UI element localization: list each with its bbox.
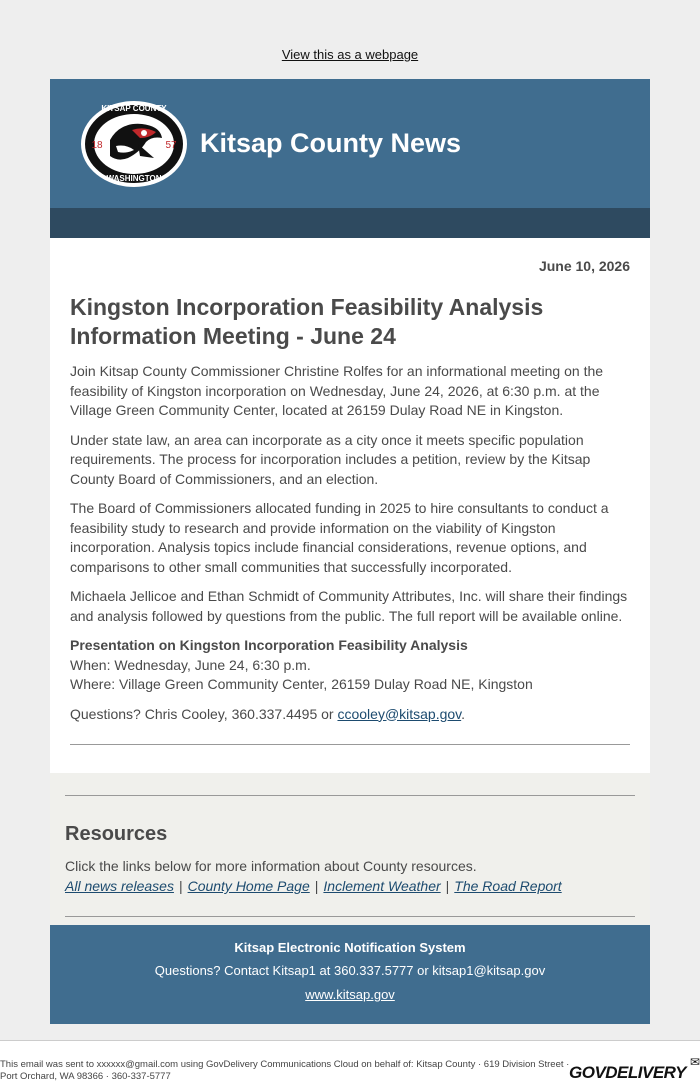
resources-bottom-divider [65,916,635,917]
article-divider [70,744,630,745]
svg-text:WASHINGTON: WASHINGTON [106,173,162,183]
resources-top-divider [65,795,635,796]
publish-date: June 10, 2026 [538,258,630,274]
article-headline: Kingston Incorporation Feasibility Analysis Information Meeting - June 24 [70,294,544,349]
presentation-where: Where: Village Green Community Center, 26159 Dulay Road NE, Kingston [70,676,533,692]
article-paragraph-4: Michaela Jellicoe and Ethan Schmidt of Community Attributes, Inc. will share their findings and analysis followed by questions from the public. The full report will be available online. [70,588,628,624]
view-as-webpage-link[interactable]: View this as a webpage [281,47,419,62]
govdelivery-logo[interactable]: GOVDELIVERY [569,1063,686,1082]
presentation-when: When: Wednesday, June 24, 6:30 p.m. [70,656,311,673]
county-home-page-link[interactable]: County Home Page [187,878,310,894]
questions-suffix: . [461,705,466,722]
envelope-icon: ✉ [689,1055,700,1069]
contact-email-link[interactable]: ccooley@kitsap.gov [337,705,462,722]
questions-text: Questions? Chris Cooley, 360.337.4495 or [70,705,338,722]
resources-section [50,773,650,925]
all-news-releases-link[interactable]: All news releases [65,878,174,894]
newsletter-card [50,79,650,1024]
inclement-weather-link[interactable]: Inclement Weather [323,878,441,894]
presentation-details [70,636,630,695]
article-body [50,238,650,773]
email-disclaimer-text: This email was sent to xxxxxx@gmail.com using GovDelivery Communications Cloud on behalf of: Kitsap County · 619 Division Street · Port Orchard, WA 98366 · 360-337-5777 [0,1059,570,1082]
email-disclaimer-bar [0,1040,700,1087]
road-report-link[interactable]: The Road Report [454,878,562,894]
top-bar [0,0,700,79]
svg-text:18: 18 [91,139,103,151]
resources-intro: Click the links below for more information about County resources. [65,858,477,874]
link-separator: | [178,878,183,894]
newsletter-title: Kitsap County News [200,128,462,158]
footer-contact: Questions? Contact Kitsap1 at 360.337.5777 or kitsap1@kitsap.gov [154,963,546,978]
questions-contact [70,705,630,725]
svg-text:57: 57 [165,139,177,151]
header-band [50,208,650,238]
article-paragraph-2: Under state law, an area can incorporate as a city once it meets specific population requirements. The process for incorporation includes a petition, review by the Kitsap County Board of Commissioners, and an election. [70,431,591,487]
notification-system-name: Kitsap Electronic Notification System [234,940,466,955]
article-paragraph-3: The Board of Commissioners allocated funding in 2025 to hire consultants to conduct a feasibility study to research and provide information on the viability of Kingston incorporation. Analysis topics include financial considerations, revenue options, and comparisons to other small communities that successfully incorporated. [70,500,609,575]
svg-text:KITSAP COUNTY: KITSAP COUNTY [101,103,167,113]
newsletter-header [50,79,650,208]
newsletter-footer [50,925,650,1024]
website-link[interactable]: www.kitsap.gov [305,987,395,1002]
resources-links [65,876,635,896]
resources-heading: Resources [65,823,168,845]
link-separator: | [314,878,319,894]
article-paragraph-1: Join Kitsap County Commissioner Christine Rolfes for an informational meeting on the feasibility of Kingston incorporation on Wednesday, June 24, 2026, at 6:30 p.m. at the Village Green Community Center, located at 26159 Dulay Road NE in Kingston. [70,363,604,418]
kitsap-county-seal-logo [80,100,188,188]
link-separator: | [445,878,450,894]
presentation-title: Presentation on Kingston Incorporation Feasibility Analysis [70,637,468,653]
